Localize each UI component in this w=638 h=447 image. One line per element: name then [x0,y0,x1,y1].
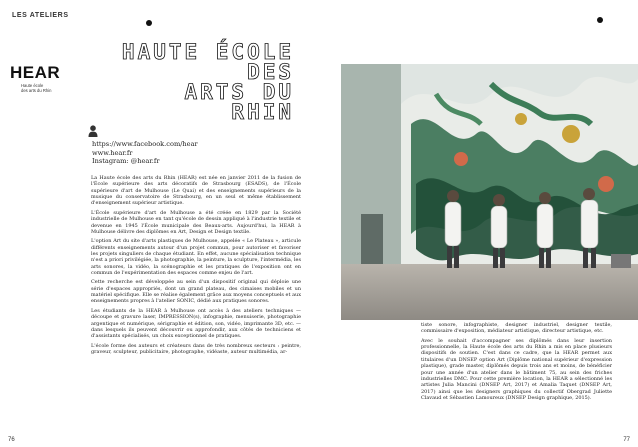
paragraph: Cette recherche est développée au sein d'un dispositif original qui déploie une série d'espaces appropriés, dont un grand plateau, des cimaises mobiles et un matériel spécifique. Elle se réalise également grâce aux moyens conceptuels et aux enseignements propres à l'atelier SONIC, dédié aux pratiques sonores. [91,279,301,305]
paragraph: L'École supérieure d'art de Mulhouse a été créée en 1829 par la Société industrielle de Mulhouse en tant qu'école de dessin appliqué à l'industrie textile et devenue en 1945 l'École municipale des Beaux-arts. Aujourd'hui, la HEAR à Mulhouse délivre des diplômes en Art, Design et Design textile. [91,209,301,235]
contact-website[interactable]: www.hear.fr [92,148,133,157]
paragraph: La Haute école des arts du Rhin (HEAR) est née en janvier 2011 de la fusion de l'École supérieure des arts décoratifs de Strasbourg (ESADS), de l'École supérieure d'art de Mulhouse (Le Quai) et des enseignements supérieurs de la musique du conservatoire de Strasbourg, en un seul et même établissement d'enseignement supérieur artistique. [91,175,301,207]
paragraph: Avec le souhait d'accompagner ses diplômés dans leur insertion professionnelle, la Haute école des arts du Rhin a mis en place plusieurs dispositifs de soutien. C'est dans ce cadre, que la HEAR permet aux titulaires d'un DNSEP option Art (Diplôme national supérieur d'expression plastique), grade master, diplômés depuis trois ans et moins, de bénéficier pour une année d'un atelier dans le bâtiment 75, au sein des friches industrielles DMC. Pour cette première location, la HEAR a sélectionné les artistes Julia Mancini (DNSEP Art, 2017) et Amalia Taquet (DNSEP Art, 2017) ainsi que les designers graphiques du collectif Obergrad Juliette Clavaud et Sébastien Lamoureux (DNSEP Design graphique, 2015). [421,337,612,401]
mural-photo [341,64,638,320]
logo-word: HEAR [10,63,61,82]
page-number-right: 77 [623,437,630,443]
body-text-left [91,175,301,359]
section-label: LES ATELIERS [12,12,69,19]
paragraph: tiste sonore, infographiste, designer industriel, designer textile, commissaire d'exposition, médiateur artistique, directeur artistique, etc. [421,322,612,335]
person-icon [88,125,98,137]
decorative-dot-right [597,17,603,23]
page-title [114,42,294,122]
title-line-2: ARTS DU RHIN [184,80,294,124]
page-number-left: 76 [8,437,15,443]
logo-subtitle-2: des arts du Rhin [21,88,52,93]
paragraph: L'option Art du site d'arts plastiques de Mulhouse, appelée « Le Plateau », articule différents enseignements autour d'un projet commun, pour autoriser et favoriser les projets singuliers de chaque étudiant. En effet, aucune spécialisation technique n'est a priori privilégiée, la photographie, la peinture, la sculpture, l'intermédia, les arts sonores, la vidéo, la scénographie et les pratiques de l'exposition ont en commun de l'expérimentation des espaces comme enjeu de l'art. [91,238,301,276]
contact-list [92,140,198,166]
body-text-right [421,322,612,404]
contact-instagram[interactable]: Instagram: @hear.fr [92,157,160,166]
hear-logo [10,64,70,93]
title-line-1: HAUTE ÉCOLE DES [121,40,294,84]
paragraph: Les étudiants de la HEAR à Mulhouse ont accès à des ateliers techniques — découpe et gravure laser, IMPRESSION(s), infographie, menuiserie, photographie argentique et numérique, sérigraphie et édition, son, vidéo, imprimante 3D, etc. — dans lesquels ils peuvent découvrir ou approfondir, aux côtés de techniciens et d'assistants spécialisés, un choix exceptionnel de pratiques. [91,307,301,340]
contact-facebook[interactable]: https://www.facebook.com/hear [92,140,198,148]
decorative-dot-left [146,20,152,26]
logo-subtitle-1: Haute école [21,83,44,88]
paragraph: L'école forme des auteurs et créateurs dans de très nombreux secteurs : peintre, graveur, sculpteur, publicitaire, photographe, vidéaste, auteur multimédia, ar- [91,342,301,356]
